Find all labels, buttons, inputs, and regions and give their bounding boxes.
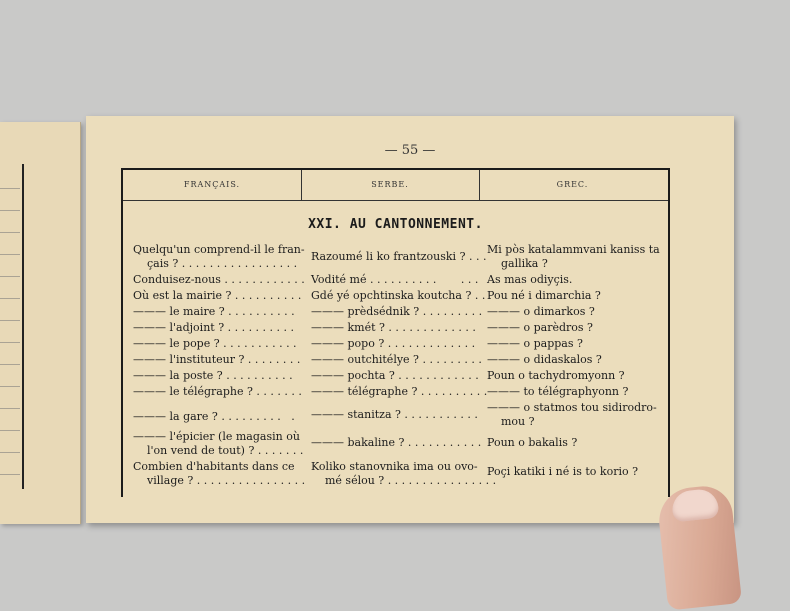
french-cell: ——— l'adjoint ? . . . . . . . . . . [133, 321, 295, 334]
french-cell: Conduisez-nous . . . . . . . . . . . . [133, 273, 305, 286]
french-cell: Quelqu'un comprend-il le fran- çais ? . . . . . . . . . . . . . . . . . [133, 243, 305, 270]
greek-cell: As mas odiyçis. [487, 273, 573, 286]
french-cell: ——— la gare ? . . . . . . . . . . [133, 410, 295, 423]
serbian-cell: ——— kmét ? . . . . . . . . . . . . . [311, 321, 476, 334]
header-rule [123, 200, 668, 201]
greek-cell: ——— o pappas ? [487, 337, 583, 350]
greek-cell: Mi pòs katalammvani kaniss ta gallika ? [487, 243, 660, 270]
phrase-table [121, 168, 670, 497]
greek-cell: ——— o statmos tou sidirodro- mou ? [487, 401, 657, 428]
section-title: XXI. AU CANTONNEMENT. [308, 217, 483, 232]
serbian-cell: ——— prèdsédnik ? . . . . . . . . . [311, 305, 483, 318]
left-page-rule [22, 164, 24, 489]
left-page [0, 122, 81, 524]
greek-cell: ——— to télégraphyonn ? [487, 385, 629, 398]
french-cell: Où est la mairie ? . . . . . . . . . . [133, 289, 302, 302]
greek-cell: ——— o didaskalos ? [487, 353, 602, 366]
page-number: — 55 — [384, 143, 436, 158]
serbian-cell: ——— bakaline ? . . . . . . . . . . . [311, 436, 482, 449]
column-header-french: FRANÇAIS. [183, 180, 241, 189]
column-header-greek: GREC. [556, 180, 589, 189]
french-cell: Combien d'habitants dans ce village ? . . . . . . . . . . . . . . . . [133, 460, 306, 487]
serbian-cell: Razoumé li ko frantzouski ? . . . [311, 250, 487, 263]
french-cell: ——— l'épicier (le magasin où l'on vend de tout) ? . . . . . . . [133, 430, 304, 457]
serbian-cell: Koliko stanovnika ima ou ovo- mé sélou ? . . . . . . . . . . . . . . . . [311, 460, 497, 487]
serbian-cell: ——— outchitélye ? . . . . . . . . . [311, 353, 482, 366]
serbian-cell: ——— stanitza ? . . . . . . . . . . . [311, 408, 478, 421]
greek-cell: Poun o bakalis ? [487, 436, 578, 449]
book-page [86, 116, 734, 523]
greek-cell: Poçi katiki i né is to korio ? [487, 465, 638, 478]
serbian-cell: Vodité mé . . . . . . . . . . . . . [311, 273, 479, 286]
serbian-cell: ——— popo ? . . . . . . . . . . . . . [311, 337, 476, 350]
french-cell: ——— la poste ? . . . . . . . . . . [133, 369, 293, 382]
serbian-cell: ——— télégraphe ? . . . . . . . . . . [311, 385, 488, 398]
left-page-dot-leaders [0, 170, 20, 480]
french-cell: ——— le pope ? . . . . . . . . . . . [133, 337, 297, 350]
column-header-serbian: SERBE. [371, 180, 409, 189]
french-cell: ——— le maire ? . . . . . . . . . . [133, 305, 295, 318]
french-cell: ——— l'instituteur ? . . . . . . . . [133, 353, 301, 366]
greek-cell: Pou né i dimarchia ? [487, 289, 601, 302]
serbian-cell: ——— pochta ? . . . . . . . . . . . . [311, 369, 479, 382]
french-cell: ——— le télégraphe ? . . . . . . . [133, 385, 302, 398]
greek-cell: Poun o tachydromyonn ? [487, 369, 625, 382]
serbian-cell: Gdé yé opchtinska koutcha ? . . [311, 289, 486, 302]
greek-cell: ——— o parèdros ? [487, 321, 593, 334]
greek-cell: ——— o dimarkos ? [487, 305, 595, 318]
